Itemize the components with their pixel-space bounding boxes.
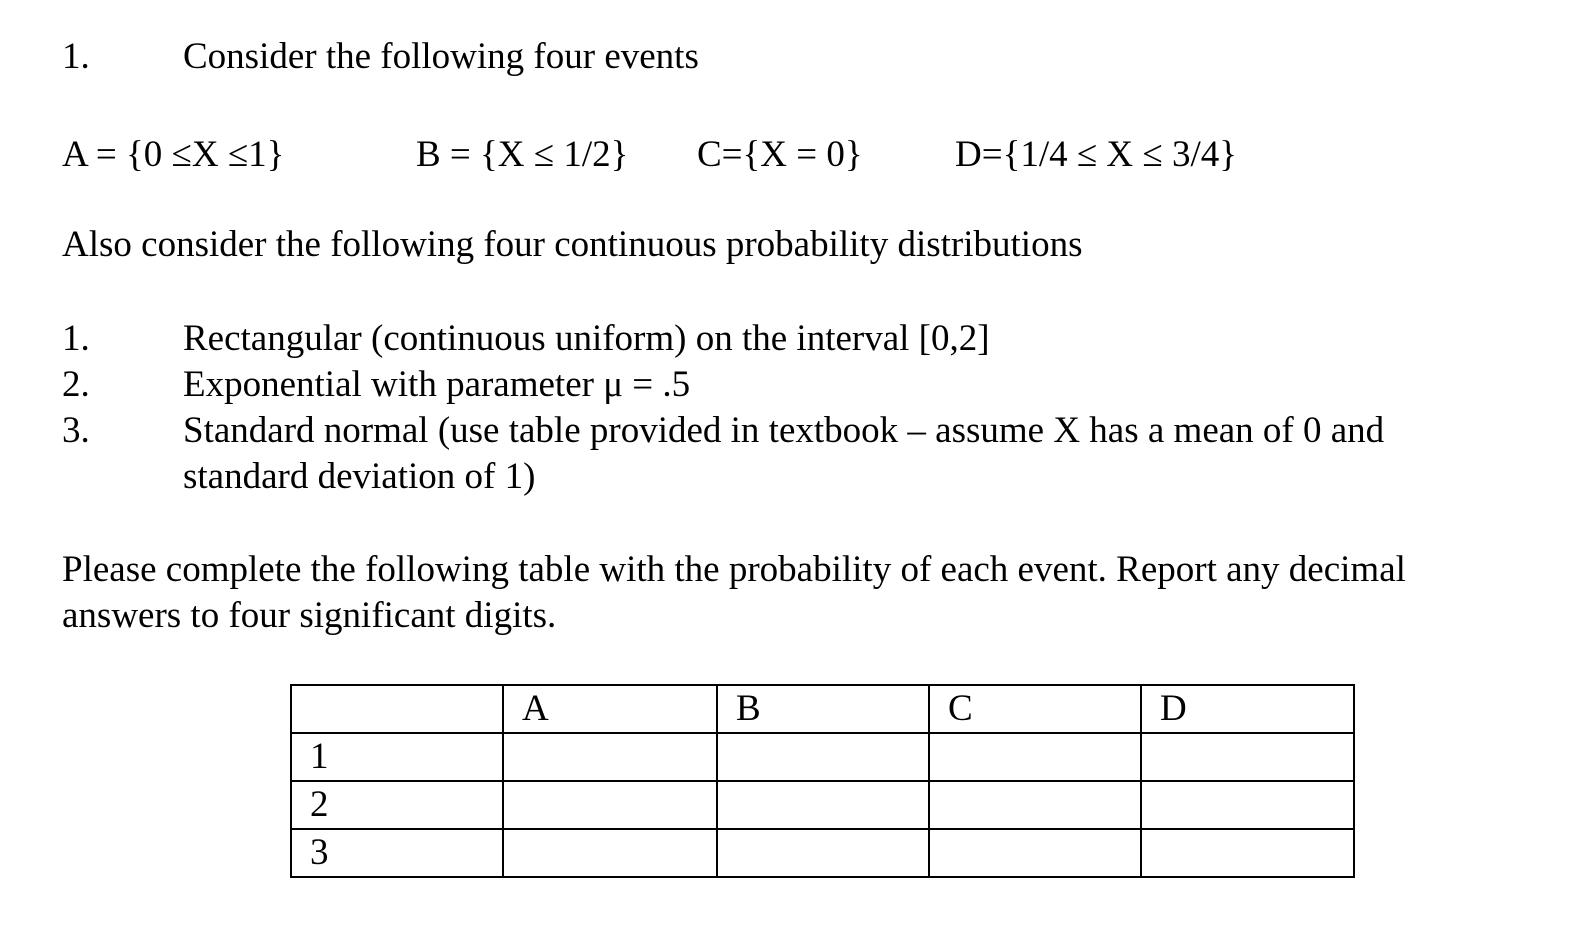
table-header-row [291,685,1354,733]
answer-cell-1-a[interactable] [503,733,717,781]
event-a: A = {0 ≤X ≤1} [62,134,285,175]
answer-cell-2-b[interactable] [717,781,929,829]
table-row [291,781,1354,829]
row-label-1: 1 [291,733,503,781]
distribution-3-text: Standard normal (use table provided in textbook – assume X has a mean of 0 and [183,410,1385,451]
answer-cell-2-d[interactable] [1141,781,1354,829]
answer-cell-3-d[interactable] [1141,829,1354,877]
table-header-a: A [503,685,717,733]
table-header-b: B [717,685,929,733]
distribution-2-number: 2. [62,364,90,405]
event-d: D={1/4 ≤ X ≤ 3/4} [955,134,1237,175]
row-label-2: 2 [291,781,503,829]
answer-cell-1-c[interactable] [929,733,1141,781]
distribution-1-number: 1. [62,318,90,359]
answer-cell-2-c[interactable] [929,781,1141,829]
answer-cell-1-d[interactable] [1141,733,1354,781]
distribution-3-continuation: standard deviation of 1) [183,456,536,497]
answer-cell-3-a[interactable] [503,829,717,877]
distribution-1-text: Rectangular (continuous uniform) on the interval [0,2] [183,318,990,359]
probability-table [290,684,1355,878]
answer-cell-1-b[interactable] [717,733,929,781]
table-header-corner [291,685,503,733]
answer-cell-2-a[interactable] [503,781,717,829]
distribution-2-text: Exponential with parameter μ = .5 [183,364,691,405]
table-header-c: C [929,685,1141,733]
instructions-line-2: answers to four significant digits. [62,595,557,636]
question-title: Consider the following four events [183,36,699,77]
row-label-3: 3 [291,829,503,877]
answer-cell-3-c[interactable] [929,829,1141,877]
question-number: 1. [62,36,90,77]
table-row [291,829,1354,877]
event-b: B = {X ≤ 1/2} [416,134,629,175]
event-c: C={X = 0} [697,134,863,175]
table-header-d: D [1141,685,1354,733]
answer-cell-3-b[interactable] [717,829,929,877]
distribution-3-number: 3. [62,410,90,451]
table-row [291,733,1354,781]
distributions-intro: Also consider the following four continuous probability distributions [62,224,1083,265]
instructions-line-1: Please complete the following table with the probability of each event. Report any decimal [62,549,1406,590]
